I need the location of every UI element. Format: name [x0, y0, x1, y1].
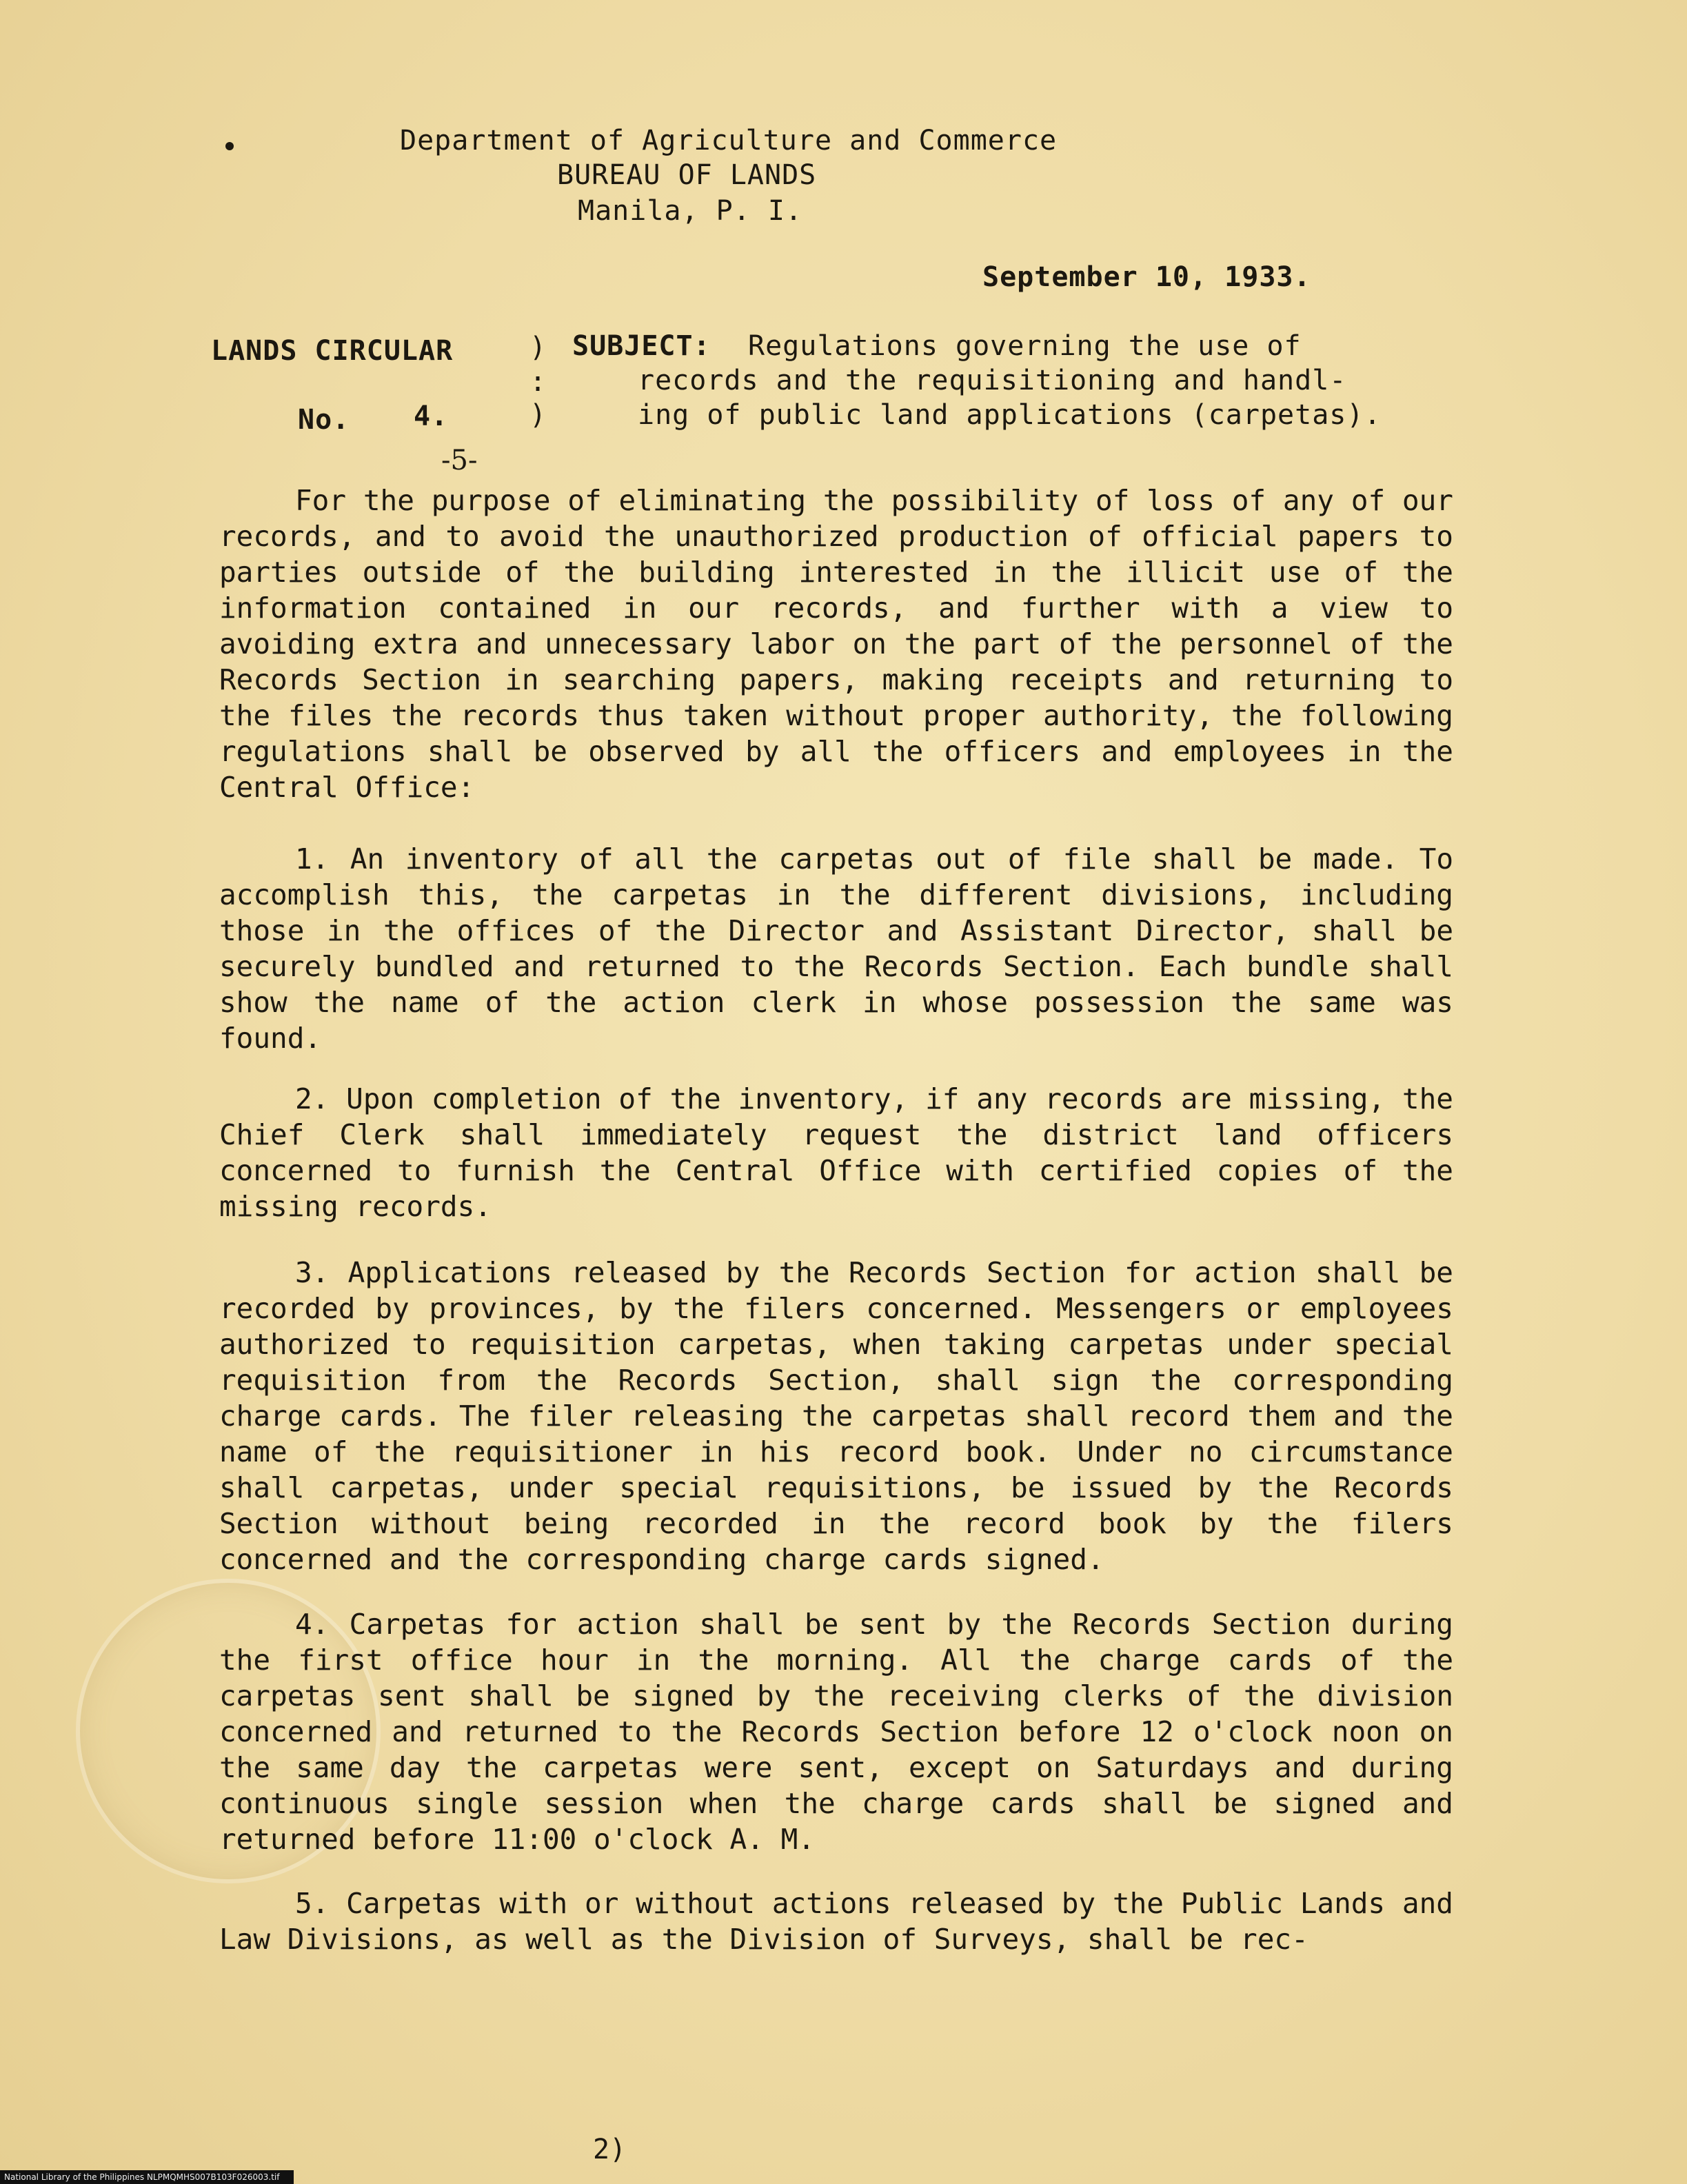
paragraph-2: 2. Upon completion of the inventory, if any records are missing, the Chief Clerk shall immediately request the district land officers concerned to furnish the Central Office with certified copies of the missing records. [219, 1082, 1453, 1223]
ink-dot [225, 142, 234, 150]
intro-paragraph: For the purpose of eliminating the possibility of loss of any of our records, and to avoid the unauthorized production of official papers to parties outside of the building interested in the illicit use of the information contained in our records, and further with a view to avoiding extra and unnecessary labor on the part of the personnel of the Records Section in searching papers, making receipts and returning to the files the records thus taken without proper authority, the following regulations shall be observed by all the officers and employees in the Central Office: [219, 484, 1453, 804]
date-line: September 10, 1933. [982, 261, 1311, 293]
bureau-line: BUREAU OF LANDS [557, 159, 817, 191]
paragraph-5: 5. Carpetas with or without actions released by the Public Lands and Law Divisions, as well as the Division of Surveys, shall be rec- [219, 1887, 1453, 1956]
archive-footer: National Library of the Philippines NLPMQMHS007B103F026003.tif [0, 2170, 294, 2184]
bracket-top: ) [529, 332, 547, 363]
subject-line-1: Regulations governing the use of [748, 330, 1302, 362]
paragraph-4: 4. Carpetas for action shall be sent by the Records Section during the first office hour in the morning. All the charge cards of the carpetas sent shall be signed by the receiving clerks of the division concerned and returned to the Records Section before 12 o'clock noon on the same day the carpetas were sent, except on Saturdays and during continuous single session when the charge cards shall be signed and returned before 11:00 o'clock A. M. [219, 1608, 1453, 1856]
circular-number: 4. [414, 401, 449, 432]
circular-label: LANDS CIRCULAR [211, 335, 454, 367]
subject-line-2: records and the requisitioning and handl- [638, 365, 1347, 396]
subject-line-3: ing of public land applications (carpetas). [638, 399, 1382, 431]
bracket-bottom: ) [529, 399, 547, 431]
paragraph-1: 1. An inventory of all the carpetas out of file shall be made. To accomplish this, the carpetas in the different divisions, including those in the offices of the Director and Assistant Director, shall be securely bundled and returned to the Records Section. Each bundle shall show the name of the action clerk in whose possession the same was found. [219, 842, 1453, 1055]
department-line: Department of Agriculture and Commerce [400, 125, 1058, 156]
location-line: Manila, P. I. [578, 195, 803, 227]
bracket-mid: : [529, 366, 547, 398]
page-mark: 2) [593, 2134, 627, 2165]
subject-label: SUBJECT: [572, 330, 711, 362]
handwritten-number: -5- [441, 445, 478, 476]
paragraph-3: 3. Applications released by the Records Section for action shall be recorded by provinces, by the filers concerned. Messengers or employees authorized to requisition carpetas, when taking carpetas under special requisition from the Records Section, shall sign the corresponding charge cards. The filer releasing the carpetas shall record them and the name of the requisitioner in his record book. Under no circumstance shall carpetas, under special requisitions, be issued by the Records Section without being recorded in the record book by the filers concerned and the corresponding charge cards signed. [219, 1256, 1453, 1576]
circular-number-label: No. [298, 404, 350, 436]
